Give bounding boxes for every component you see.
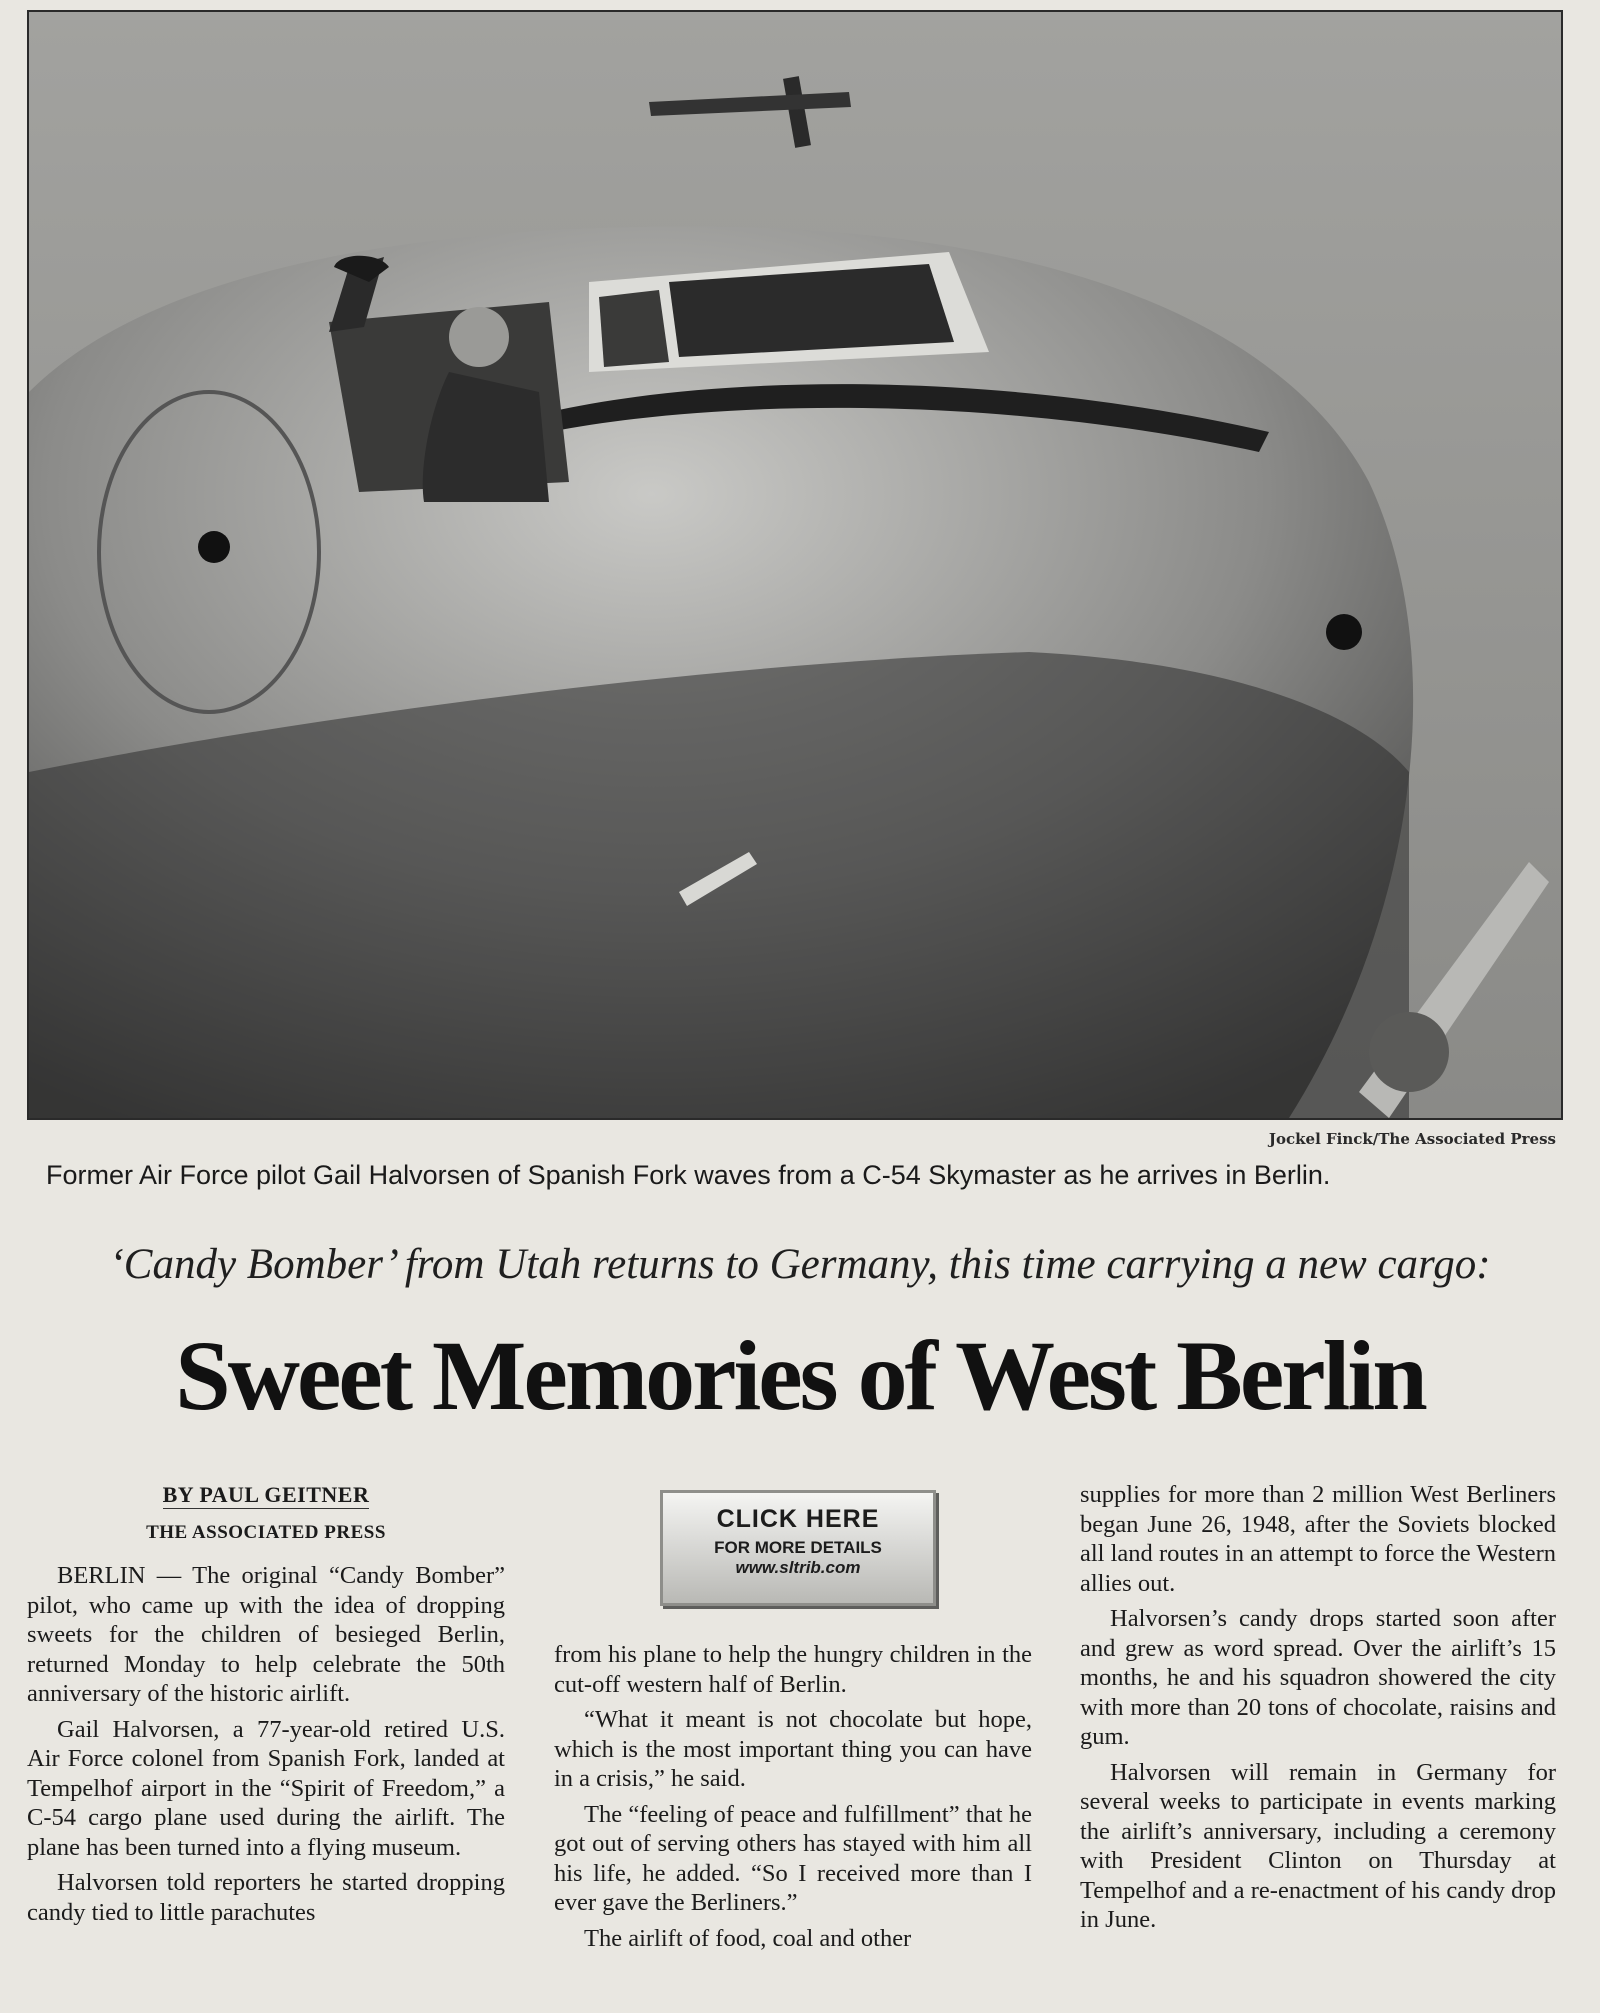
article-column-1 <box>27 1480 505 1933</box>
byline-agency: THE ASSOCIATED PRESS <box>146 1521 386 1543</box>
paragraph: Halvorsen told reporters he started dropping candy tied to little parachutes <box>27 1869 505 1926</box>
byline: BY PAUL GEITNER <box>162 1482 370 1507</box>
paragraph: The airlift of food, coal and other <box>584 1924 912 1952</box>
airplane-photo-illustration <box>29 12 1561 1118</box>
paragraph: Gail Halvorsen, a 77-year-old retired U.S. Air Force colonel from Spanish Fork, landed at Tempelhof airport in the “Spirit of Freedom,” a C-54 cargo plane used during the airlift. The plane has been turned into a flying museum. <box>27 1715 505 1861</box>
promo-subtitle: FOR MORE DETAILS <box>714 1538 882 1557</box>
photo-caption: Former Air Force pilot Gail Halvorsen of Spanish Fork waves from a C-54 Skymaster as he arrives in Berlin. <box>46 1160 1331 1190</box>
article-headline: Sweet Memories of West Berlin <box>175 1320 1425 1431</box>
article-column-2 <box>554 1640 1032 1959</box>
paragraph: Halvorsen will remain in Germany for several weeks to participate in events marking the airlift’s anniversary, including a ceremony with President Clinton on Thursday at Tempelhof and a re-enactment of his candy drop in June. <box>1080 1758 1556 1933</box>
paragraph: “What it meant is not chocolate but hope, which is the most important thing you can have in a crisis,” he said. <box>554 1706 1032 1792</box>
paragraph: Halvorsen’s candy drops started soon after and grew as word spread. Over the airlift’s 15 months, he and his squadron showered the city with more than 20 tons of chocolate, raisins and gum. <box>1080 1605 1556 1750</box>
paragraph: supplies for more than 2 million West Berliners began June 26, 1948, after the Soviets blocked all land routes in an attempt to force the Western allies out. <box>1080 1481 1556 1597</box>
article-column-3 <box>1080 1480 1556 1941</box>
paragraph: BERLIN — The original “Candy Bomber” pilot, who came up with the idea of dropping sweets for the children of besieged Berlin, returned Monday to help celebrate the 50th anniversary of the historic airlift. <box>27 1562 505 1707</box>
click-here-promo-button[interactable] <box>660 1490 936 1606</box>
paragraph: The “feeling of peace and fulfillment” that he got out of serving others has stayed with him all his life, he added. “So I received more than I ever gave the Berliners.” <box>554 1800 1032 1916</box>
paragraph: from his plane to help the hungry children in the cut-off western half of Berlin. <box>554 1641 1032 1698</box>
photo-credit: Jockel Finck/The Associated Press <box>1268 1130 1556 1148</box>
promo-url[interactable]: www.sltrib.com <box>735 1558 861 1577</box>
news-photo <box>27 10 1563 1120</box>
promo-title: CLICK HERE <box>716 1505 880 1533</box>
headline-kicker: ‘Candy Bomber’ from Utah returns to Germany, this time carrying a new cargo: <box>109 1241 1491 1288</box>
